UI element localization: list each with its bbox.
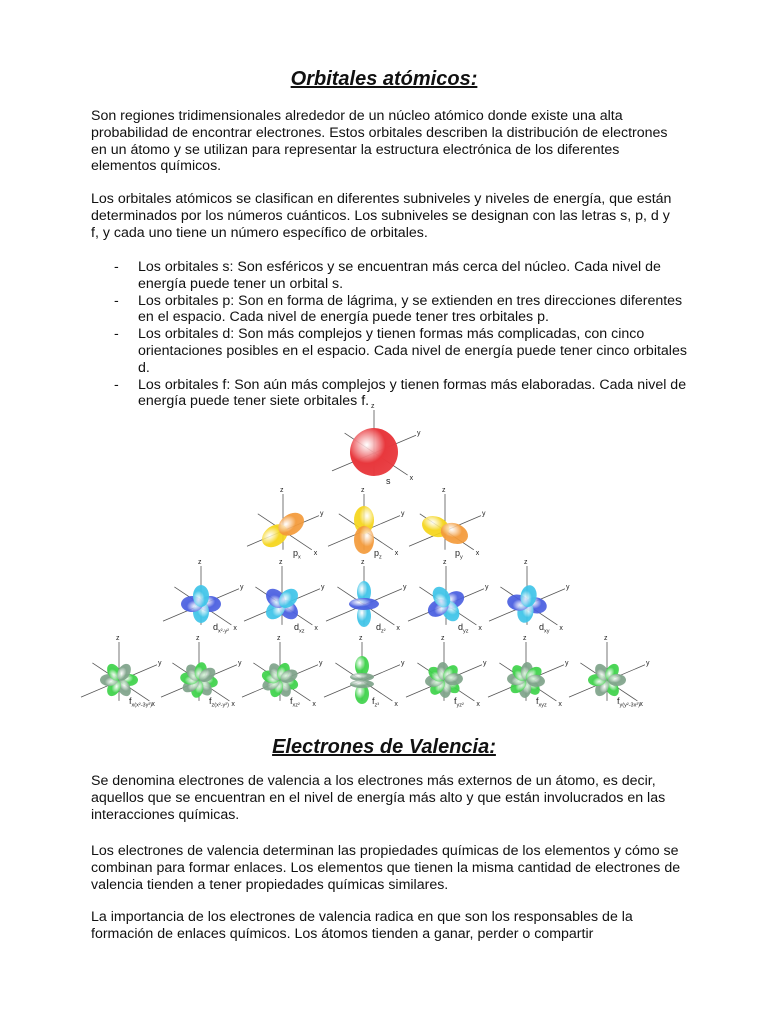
axis-label-x: x bbox=[394, 700, 398, 708]
axis-label-x: x bbox=[396, 624, 400, 632]
axis-label-y: y bbox=[319, 659, 323, 667]
orbital-d-0 bbox=[163, 559, 244, 635]
orbital-label-subscript: z(x²-y²) bbox=[211, 702, 229, 709]
orbital-label: $f_{yz^2}$ bbox=[454, 696, 464, 709]
axis-label-x: x bbox=[559, 624, 563, 632]
axis-label-z: z bbox=[280, 487, 284, 494]
axis-label-z: z bbox=[198, 559, 202, 566]
orbital-f-0 bbox=[81, 635, 162, 709]
orbital-label: $f_{xz^2}$ bbox=[290, 696, 300, 709]
orbital-label: s bbox=[386, 476, 391, 486]
axis-label-y: y bbox=[321, 583, 325, 591]
axis-label-y: y bbox=[158, 659, 162, 667]
list-bullet: - bbox=[114, 259, 119, 275]
orbital-label-subscript: xyz bbox=[538, 702, 547, 709]
orbital-f-4 bbox=[406, 635, 487, 709]
orbital-label-subscript: yz bbox=[463, 628, 469, 635]
orbital-label-subscript: xz² bbox=[292, 702, 300, 709]
orbital-label: $f_{xyz}$ bbox=[536, 696, 547, 709]
orbital-p-1 bbox=[328, 487, 405, 561]
list-item-s bbox=[91, 259, 691, 293]
orbital-d-2 bbox=[326, 559, 407, 635]
axis-label-z: z bbox=[359, 635, 363, 642]
f-ring bbox=[350, 673, 374, 681]
orbital-label-subscript: x bbox=[298, 554, 301, 561]
list-item-text: Los orbitales f: Son aún más complejos y tienen formas más elaboradas. Cada nivel de energía puede tener siete orbitales f. bbox=[138, 376, 687, 410]
section-title-valencia: Electrones de Valencia: bbox=[272, 736, 496, 758]
orbital-s-0 bbox=[332, 403, 421, 486]
orbital-f-2 bbox=[242, 635, 323, 709]
axis-label-y: y bbox=[240, 583, 244, 591]
axis-label-z: z bbox=[361, 559, 365, 566]
orbital-label-subscript: x²-y² bbox=[218, 628, 230, 635]
axis-label-x: x bbox=[151, 700, 155, 708]
axis-label-x: x bbox=[231, 700, 235, 708]
orbital-f-3 bbox=[324, 635, 405, 709]
axis-label-y: y bbox=[646, 659, 650, 667]
axis-label-z: z bbox=[277, 635, 281, 642]
axis-label-x: x bbox=[478, 624, 482, 632]
axis-label-z: z bbox=[279, 559, 283, 566]
f-ring bbox=[350, 680, 374, 688]
axis-label-x: x bbox=[475, 549, 480, 557]
axis-label-z: z bbox=[116, 635, 120, 642]
d-lobe bbox=[193, 585, 209, 607]
axis-label-z: z bbox=[371, 403, 375, 410]
axis-label-x: x bbox=[314, 624, 318, 632]
orbital-label: $d_{yz}$ bbox=[458, 622, 469, 635]
axis-label-z: z bbox=[196, 635, 200, 642]
axis-label-z: z bbox=[442, 487, 446, 494]
orbital-f-6 bbox=[569, 635, 650, 709]
axis-label-x: x bbox=[476, 700, 480, 708]
orbital-d-3 bbox=[408, 559, 489, 635]
orbital-label-subscript: xz bbox=[299, 628, 305, 635]
list-bullet: - bbox=[114, 326, 119, 343]
axis-label-y: y bbox=[320, 510, 324, 518]
axis-label-y: y bbox=[417, 430, 421, 438]
orbital-label-subscript: yz² bbox=[456, 702, 464, 709]
axis-label-y: y bbox=[483, 659, 487, 667]
orbital-p-2 bbox=[409, 487, 486, 561]
orbital-label: $p_z$ bbox=[374, 548, 382, 561]
axis-label-y: y bbox=[565, 659, 569, 667]
paragraph-valencia-properties: Los electrones de valencia determinan las propiedades químicas de los elementos y cómo se combinan para formar enlaces. Los elementos que tienen la misma cantidad de electrones de valencia tienden a tener propiedades químicas similares. bbox=[91, 843, 681, 893]
orbital-label: $f_{z(x^2-y^2)}$ bbox=[209, 696, 229, 709]
orbital-label: $p_x$ bbox=[293, 548, 301, 561]
orbital-label-subscript: x(x²-3y²) bbox=[131, 702, 152, 709]
orbital-label-subscript: y bbox=[460, 554, 463, 561]
axis-label-x: x bbox=[233, 624, 237, 632]
axis-label-y: y bbox=[238, 659, 242, 667]
axis-label-x: x bbox=[558, 700, 562, 708]
paragraph-valencia-importance: La importancia de los electrones de valencia radica en que son los responsables de la formación de enlaces químicos. Los átomos tienden a ganar, perder o compartir bbox=[91, 909, 633, 942]
d-torus bbox=[349, 598, 379, 610]
paragraph-definition: Son regiones tridimensionales alrededor de un núcleo atómico donde existe una alta probabilidad de encontrar electrones. Estos orbitales describen la distribución de electrones en un átomo y se utilizan para representar la estructura electrónica de los diferentes elementos químicos. bbox=[91, 108, 668, 175]
axis-label-x: x bbox=[409, 475, 414, 483]
orbital-d-1 bbox=[244, 559, 325, 635]
f-lobe bbox=[608, 674, 626, 686]
orbital-label: $f_{y(y^2-3x^2)}$ bbox=[617, 696, 640, 709]
p-lobe-negative bbox=[354, 526, 374, 554]
orbital-label: $d_{x^2-y^2}$ bbox=[213, 622, 230, 635]
axis-label-y: y bbox=[482, 510, 486, 518]
axis-label-y: y bbox=[403, 583, 407, 591]
orbital-label: $d_{z^2}$ bbox=[376, 622, 386, 635]
orbital-label-subscript: z² bbox=[381, 628, 386, 635]
section-title-orbitales: Orbitales atómicos: bbox=[290, 68, 478, 90]
list-item-text: Los orbitales p: Son en forma de lágrima, y se extienden en tres direcciones diferentes en el espacio. Cada nivel de energía puede tener tres orbitales p. bbox=[138, 292, 683, 326]
axis-label-y: y bbox=[566, 583, 570, 591]
axis-label-z: z bbox=[441, 635, 445, 642]
paragraph-classification: Los orbitales atómicos se clasifican en diferentes subniveles y niveles de energía, que están determinados por los números cuánticos. Los subniveles se designan con las letras s, p, d y f, y cada uno tiene un número específico de orbitales. bbox=[91, 191, 672, 241]
orbital-label: $d_{xy}$ bbox=[539, 622, 550, 635]
orbital-type-list bbox=[91, 259, 691, 410]
axis-label-y: y bbox=[401, 659, 405, 667]
orbital-label-subscript: y(y²-3x²) bbox=[619, 702, 640, 709]
orbital-f-1 bbox=[161, 635, 242, 709]
axis-label-x: x bbox=[394, 549, 399, 557]
orbital-label: $d_{xz}$ bbox=[294, 622, 305, 635]
axis-label-y: y bbox=[485, 583, 489, 591]
list-item-text: Los orbitales s: Son esféricos y se encuentran más cerca del núcleo. Cada nivel de energía puede tener un orbital s. bbox=[138, 259, 661, 292]
list-item-p bbox=[91, 293, 691, 327]
orbital-d-4 bbox=[489, 559, 570, 635]
axis-label-z: z bbox=[524, 559, 528, 566]
orbitals-figure bbox=[92, 403, 650, 714]
orbital-label-subscript: xy bbox=[544, 628, 550, 635]
axis-label-z: z bbox=[604, 635, 608, 642]
list-item-f bbox=[91, 377, 691, 411]
paragraph-valencia-definition: Se denomina electrones de valencia a los electrones más externos de un átomo, es decir, aquellos que se encuentran en el nivel de energía más alto y que están involucrados en las interacciones químicas. bbox=[91, 773, 666, 823]
orbital-label: $f_{x(x^2-3y^2)}$ bbox=[129, 696, 152, 709]
s-orbital-sphere bbox=[350, 428, 398, 476]
axis-label-z: z bbox=[523, 635, 527, 642]
orbital-label-subscript: z bbox=[379, 554, 382, 561]
orbital-label: $p_y$ bbox=[455, 548, 463, 561]
list-bullet: - bbox=[114, 292, 119, 309]
axis-label-x: x bbox=[312, 700, 316, 708]
axis-label-z: z bbox=[361, 487, 365, 494]
orbital-label-subscript: z³ bbox=[374, 702, 380, 709]
orbital-label: $f_{z^3}$ bbox=[372, 696, 380, 709]
orbitals-diagram bbox=[92, 403, 650, 714]
list-item-d bbox=[91, 326, 691, 376]
axis-label-y: y bbox=[401, 510, 405, 518]
orbital-p-0 bbox=[247, 487, 324, 561]
list-bullet: - bbox=[114, 376, 119, 393]
list-item-text: Los orbitales d: Son más complejos y tienen formas más complicadas, con cinco orientaciones posibles en el espacio. Cada nivel de energía puede tener cinco orbitales d. bbox=[138, 326, 687, 376]
axis-label-x: x bbox=[639, 700, 643, 708]
axis-label-z: z bbox=[443, 559, 447, 566]
orbital-f-5 bbox=[488, 635, 569, 709]
axis-label-x: x bbox=[313, 549, 318, 557]
